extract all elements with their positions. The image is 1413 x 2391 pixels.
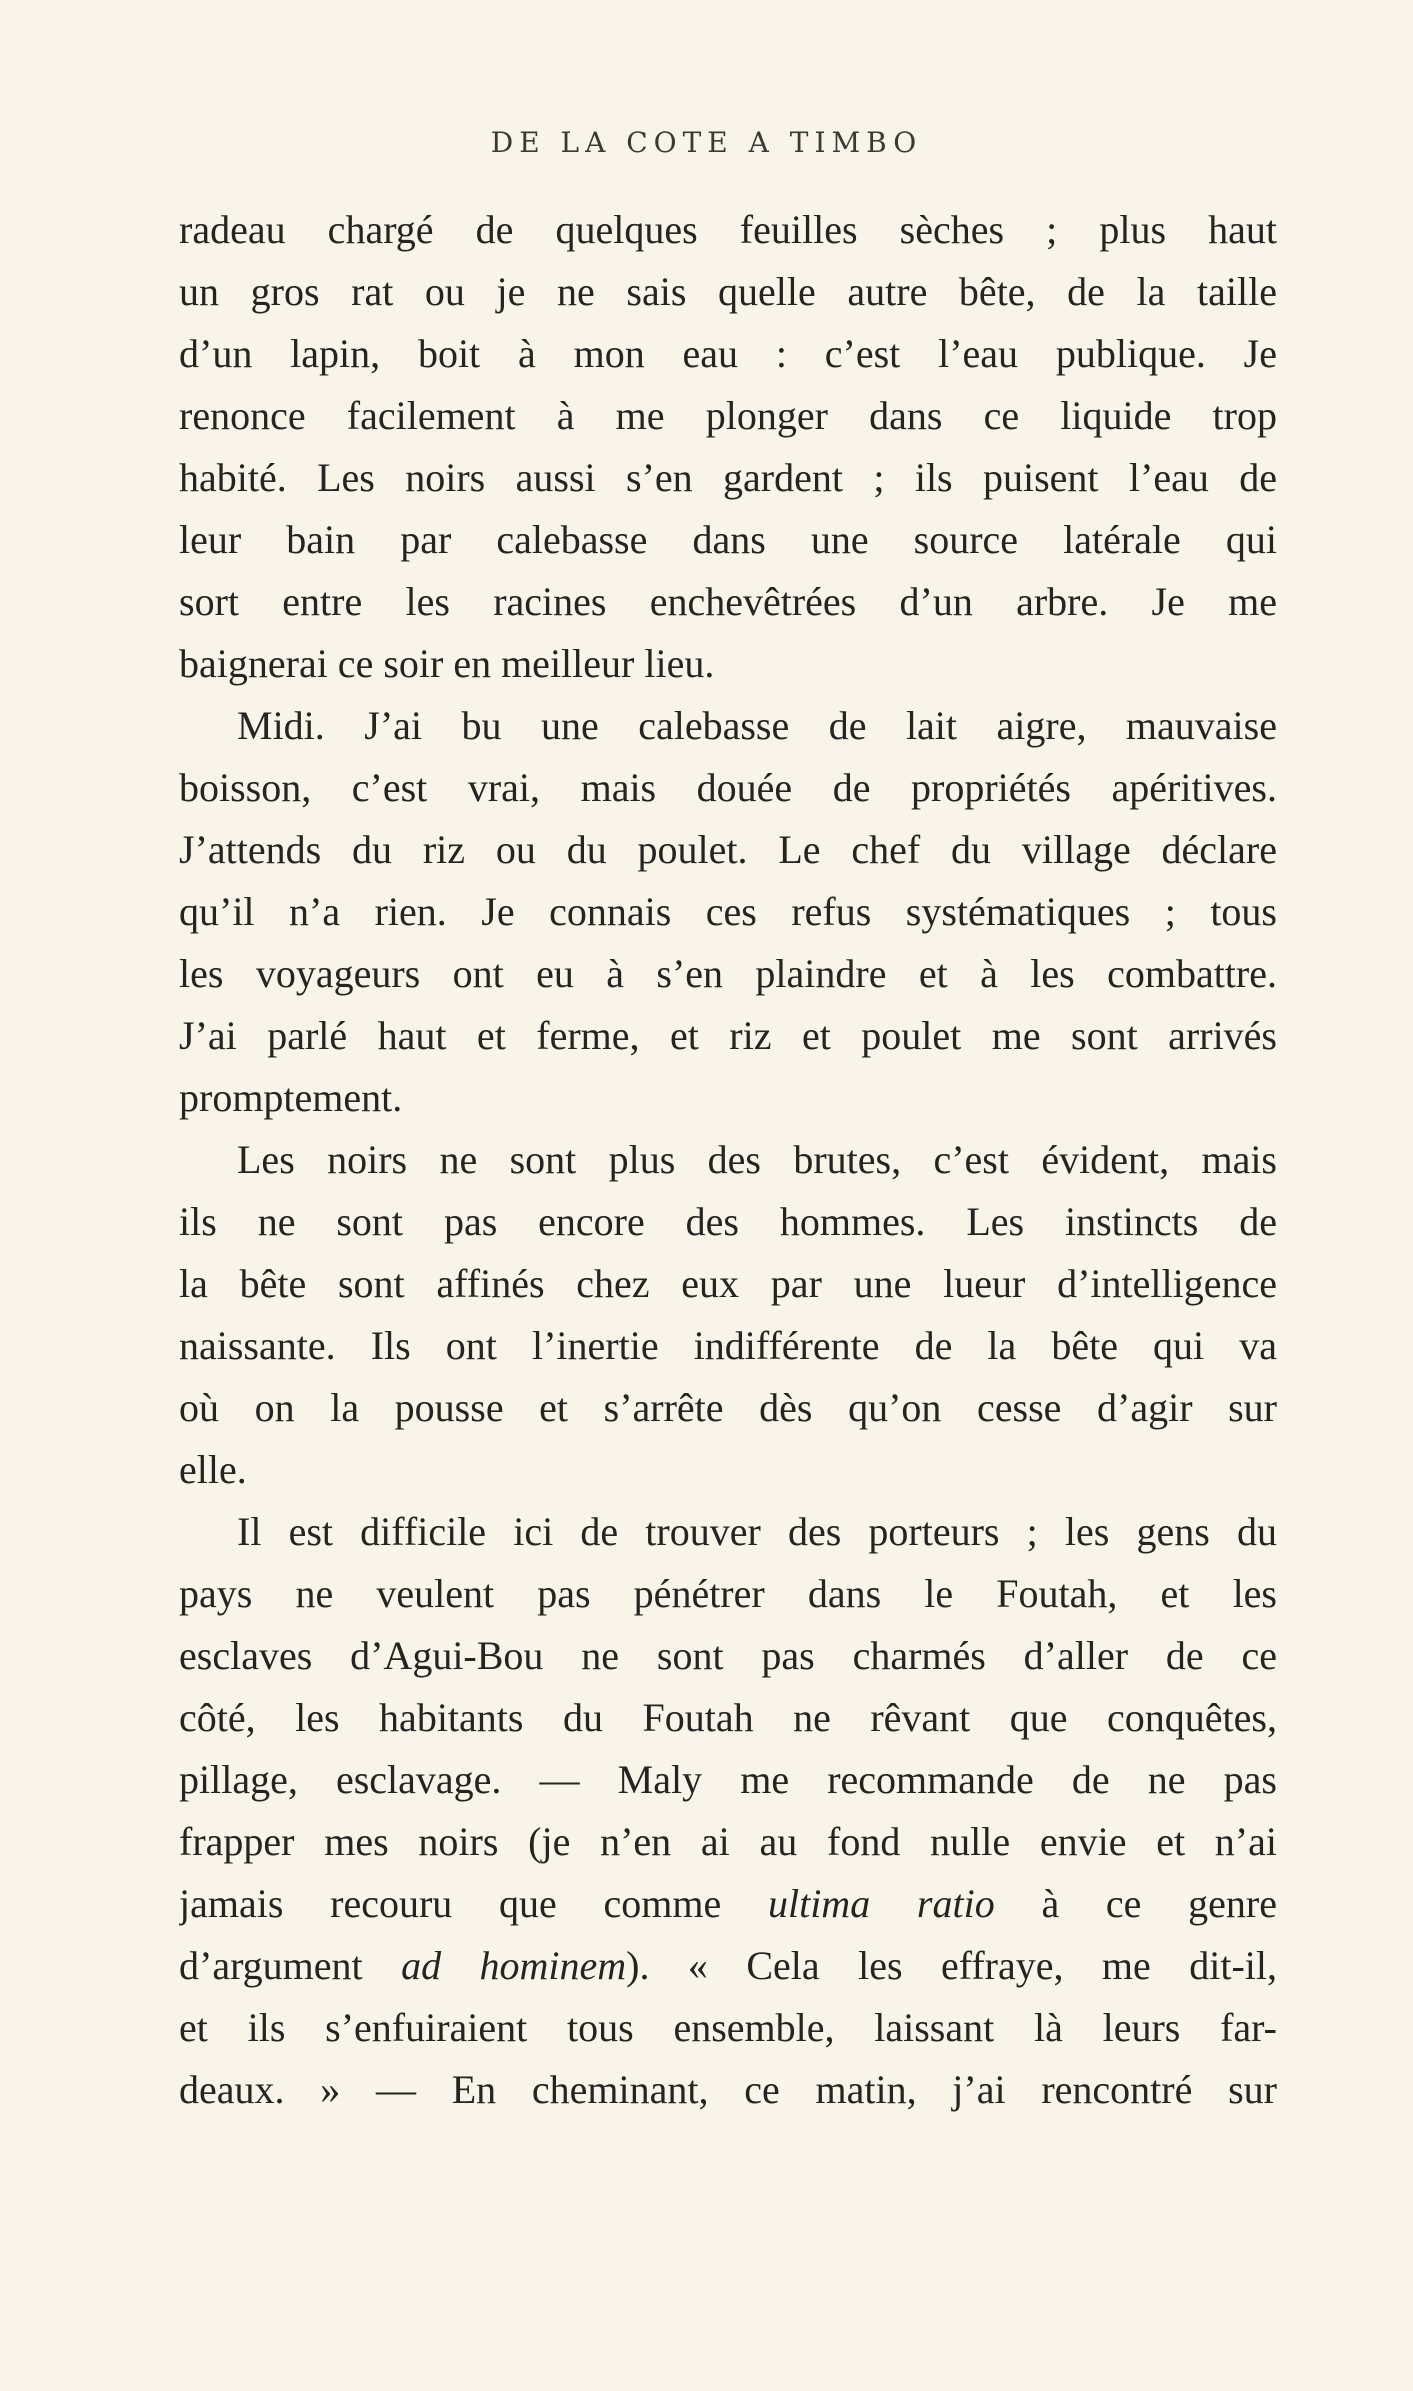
text-line: jamais recouru que comme ultima ratio à ce genre: [179, 1881, 1277, 1926]
running-head: DE LA COTE A TIMBO: [490, 126, 923, 159]
text-line: les voyageurs ont eu à s’en plaindre et à les combattre.: [179, 951, 1277, 996]
text-line: qu’il n’a rien. Je connais ces refus systématiques ; tous: [179, 889, 1277, 934]
text-line: naissante. Ils ont l’inertie indifférente de la bête qui va: [179, 1323, 1277, 1368]
paragraph-start-line: Il est difficile ici de trouver des porteurs ; les gens du: [237, 1509, 1277, 1554]
text-line: et ils s’enfuiraient tous ensemble, laissant là leurs far-: [179, 2005, 1277, 2050]
body-text: [179, 199, 1277, 2121]
text-line: renonce facilement à me plonger dans ce liquide trop: [179, 393, 1277, 438]
text-line: deaux. » — En cheminant, ce matin, j’ai rencontré sur: [179, 2067, 1277, 2112]
text-line: d’argument ad hominem). « Cela les effraye, me dit-il,: [179, 1943, 1277, 1988]
text-line: côté, les habitants du Foutah ne rêvant que conquêtes,: [179, 1695, 1277, 1740]
text-line: frapper mes noirs (je n’en ai au fond nulle envie et n’ai: [179, 1819, 1277, 1864]
text-line: promptement.: [179, 1075, 403, 1120]
text-line: J’attends du riz ou du poulet. Le chef du village déclare: [179, 827, 1277, 872]
italic-phrase: ultima ratio: [767, 1881, 995, 1926]
text-line: radeau chargé de quelques feuilles sèches ; plus haut: [179, 207, 1277, 252]
text-line: J’ai parlé haut et ferme, et riz et poulet me sont arrivés: [179, 1013, 1277, 1058]
paragraph-start-line: Midi. J’ai bu une calebasse de lait aigre, mauvaise: [237, 703, 1277, 748]
text-line: ils ne sont pas encore des hommes. Les instincts de: [179, 1199, 1277, 1244]
text-line: pillage, esclavage. — Maly me recommande de ne pas: [179, 1757, 1277, 1802]
italic-phrase: ad hominem: [401, 1943, 627, 1988]
text-line: leur bain par calebasse dans une source latérale qui: [179, 517, 1277, 562]
paragraph-start-line: Les noirs ne sont plus des brutes, c’est évident, mais: [237, 1137, 1277, 1182]
text-line: d’un lapin, boit à mon eau : c’est l’eau publique. Je: [179, 331, 1277, 376]
text-line: la bête sont affinés chez eux par une lueur d’intelligence: [179, 1261, 1277, 1306]
text-line: baignerai ce soir en meilleur lieu.: [179, 641, 715, 686]
text-line: sort entre les racines enchevêtrées d’un arbre. Je me: [179, 579, 1277, 624]
text-line: esclaves d’Agui-Bou ne sont pas charmés d’aller de ce: [179, 1633, 1277, 1678]
text-line: elle.: [179, 1447, 247, 1492]
text-line: pays ne veulent pas pénétrer dans le Foutah, et les: [179, 1571, 1277, 1616]
text-line: habité. Les noirs aussi s’en gardent ; ils puisent l’eau de: [179, 455, 1277, 500]
text-line: boisson, c’est vrai, mais douée de propriétés apéritives.: [179, 765, 1277, 810]
text-line: un gros rat ou je ne sais quelle autre bête, de la taille: [179, 269, 1277, 314]
text-line: où on la pousse et s’arrête dès qu’on cesse d’agir sur: [179, 1385, 1277, 1430]
